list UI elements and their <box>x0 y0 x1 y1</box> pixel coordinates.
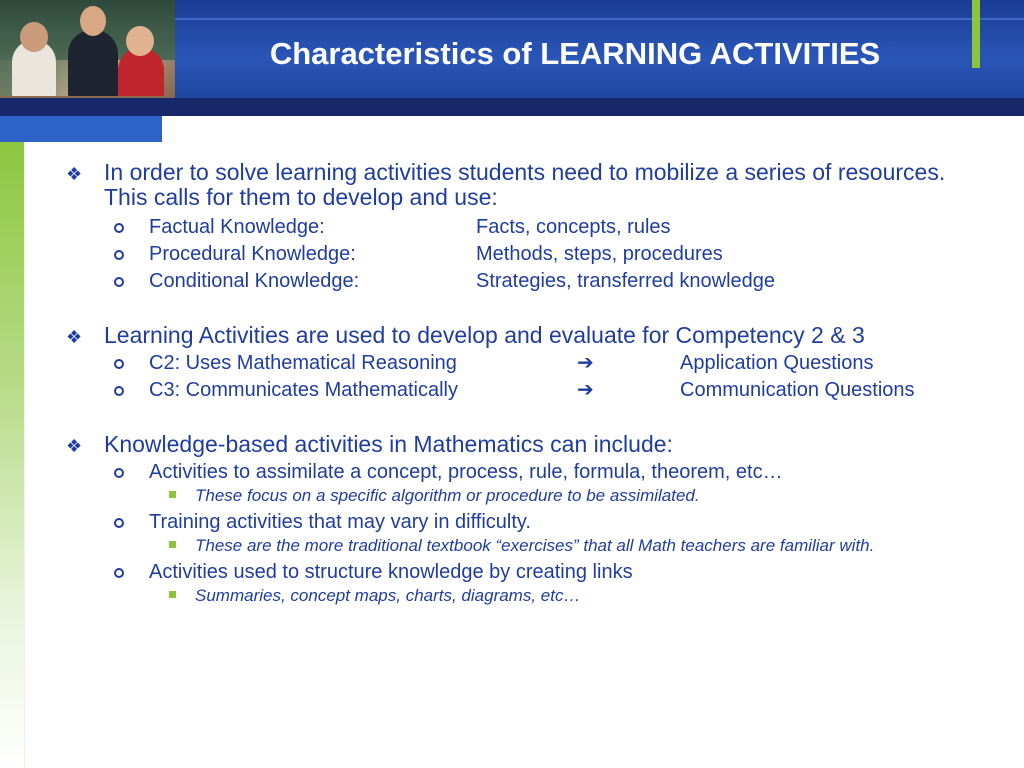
title-bar-highlight <box>175 18 1024 20</box>
knowledge-term: Procedural Knowledge: <box>149 243 356 265</box>
arrow-right-icon: ➔ <box>577 379 594 401</box>
circle-bullet-icon <box>114 386 124 396</box>
slide-title: Characteristics of LEARNING ACTIVITIES <box>269 36 881 71</box>
competency-term: C2: Uses Mathematical Reasoning <box>149 352 457 374</box>
activity-text: Training activities that may vary in difficulty. <box>149 511 531 533</box>
bullet-competency <box>62 323 962 348</box>
competency-desc: Application Questions <box>680 352 874 374</box>
circle-bullet-icon <box>114 277 124 287</box>
bullet-knowledge-activities <box>62 432 962 457</box>
spacer <box>62 295 962 323</box>
bullet-text: In order to solve learning activities students need to mobilize a series of resources. This calls for them to develop and use: <box>104 159 946 210</box>
knowledge-term: Conditional Knowledge: <box>149 270 360 292</box>
circle-bullet-icon <box>114 250 124 260</box>
knowledge-desc: Methods, steps, procedures <box>476 243 723 265</box>
circle-bullet-icon <box>114 359 124 369</box>
diamond-bullet-icon: ❖ <box>66 327 83 347</box>
bullet-mobilize-resources <box>62 160 962 210</box>
activity-note <box>62 536 962 555</box>
student-right-head <box>126 26 154 56</box>
activity-item <box>62 559 962 586</box>
activity-item <box>62 509 962 536</box>
diamond-bullet-icon: ❖ <box>66 164 83 184</box>
knowledge-term: Factual Knowledge: <box>149 216 325 238</box>
slide-divider <box>24 142 25 768</box>
spacer <box>62 404 962 432</box>
slide-header <box>0 0 1024 120</box>
competency-item <box>62 350 962 377</box>
slide-body <box>62 160 962 605</box>
circle-bullet-icon <box>114 468 124 478</box>
knowledge-desc: Facts, concepts, rules <box>476 216 671 238</box>
knowledge-desc: Strategies, transferred knowledge <box>476 270 776 292</box>
circle-bullet-icon <box>114 518 124 528</box>
competency-term: C3: Communicates Mathematically <box>149 379 458 401</box>
activity-note-text: Summaries, concept maps, charts, diagrams, etc… <box>195 586 581 605</box>
circle-bullet-icon <box>114 568 124 578</box>
diamond-bullet-icon: ❖ <box>66 436 83 456</box>
knowledge-item <box>62 241 962 268</box>
square-bullet-icon <box>169 491 176 498</box>
left-green-strip <box>0 142 24 768</box>
competency-desc: Communication Questions <box>680 379 915 401</box>
competency-item <box>62 377 962 404</box>
knowledge-item <box>62 214 962 241</box>
activity-text: Activities to assimilate a concept, process, rule, formula, theorem, etc… <box>149 461 783 483</box>
activity-note <box>62 486 962 505</box>
blue-tab <box>0 116 162 142</box>
activity-note-text: These focus on a specific algorithm or procedure to be assimilated. <box>195 486 700 505</box>
activity-note-text: These are the more traditional textbook “exercises” that all Math teachers are familiar with. <box>195 536 875 555</box>
title-bar <box>175 0 1024 98</box>
bullet-text: Knowledge-based activities in Mathematics can include: <box>104 431 673 457</box>
student-left-head <box>20 22 48 52</box>
circle-bullet-icon <box>114 223 124 233</box>
teacher <box>68 30 118 100</box>
navy-band <box>0 98 1024 116</box>
square-bullet-icon <box>169 591 176 598</box>
activity-item <box>62 459 962 486</box>
green-accent-bar <box>972 0 980 68</box>
activity-text: Activities used to structure knowledge by creating links <box>149 561 633 583</box>
activity-note <box>62 586 962 605</box>
knowledge-item <box>62 268 962 295</box>
arrow-right-icon: ➔ <box>577 352 594 374</box>
square-bullet-icon <box>169 541 176 548</box>
bullet-text: Learning Activities are used to develop and evaluate for Competency 2 & 3 <box>104 322 865 348</box>
teacher-head <box>80 6 106 36</box>
